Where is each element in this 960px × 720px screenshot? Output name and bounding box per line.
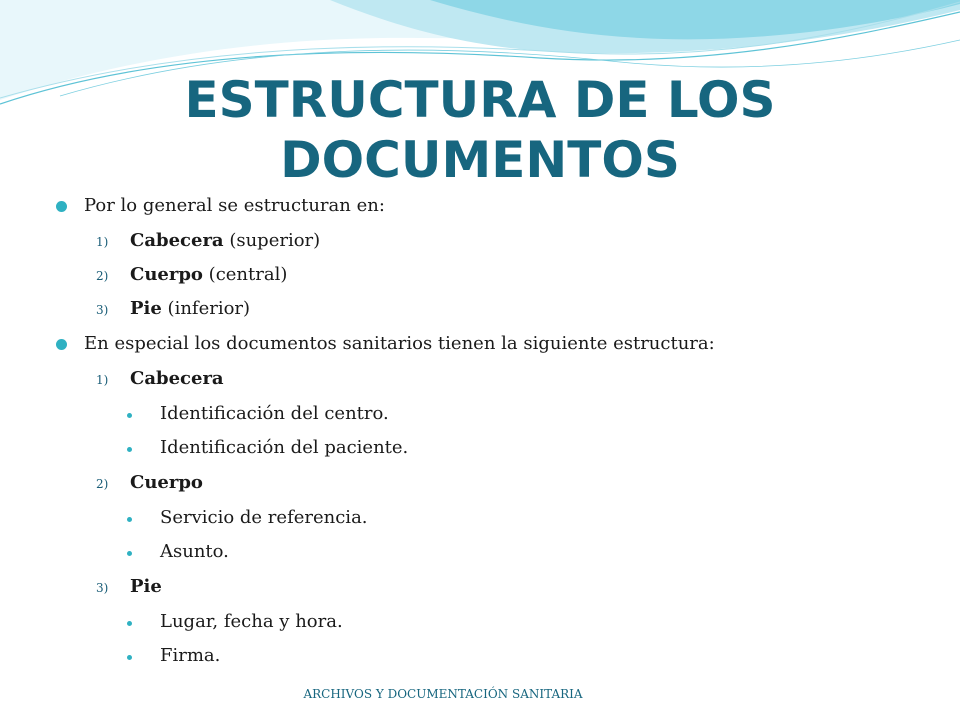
general-part-item: [130, 298, 250, 319]
section-item: Firma.: [160, 645, 221, 666]
list-number: 1): [96, 235, 109, 249]
general-part-name: Cabecera: [130, 230, 224, 251]
list-number: 2): [96, 477, 109, 491]
section-title: [130, 576, 162, 597]
slide-title-line-2: DOCUMENTOS: [280, 131, 680, 189]
list-number: 2): [96, 269, 109, 283]
sub-bullet-dot: [127, 413, 132, 418]
general-part-item: [130, 230, 320, 251]
special-intro-text: En especial los documentos sanitarios tienen la siguiente estructura:: [84, 333, 715, 354]
section-item: Asunto.: [160, 541, 229, 562]
section-title-text: Cuerpo: [130, 472, 203, 493]
slide-title-line-1: ESTRUCTURA DE LOS: [184, 71, 776, 129]
section-item: Identificación del centro.: [160, 403, 389, 424]
list-number: 1): [96, 373, 109, 387]
section-title: [130, 472, 203, 493]
sub-bullet-dot: [127, 447, 132, 452]
sub-bullet-dot: [127, 621, 132, 626]
intro-text: Por lo general se estructuran en:: [84, 195, 385, 216]
list-number: 3): [96, 581, 109, 595]
bullet-dot: [56, 339, 67, 350]
section-title: [130, 368, 224, 389]
slide-footer: ARCHIVOS Y DOCUMENTACIÓN SANITARIA: [303, 687, 583, 701]
sub-bullet-dot: [127, 517, 132, 522]
slide-title: [0, 70, 960, 190]
section-item: Lugar, fecha y hora.: [160, 611, 343, 632]
general-part-note: (inferior): [161, 298, 251, 319]
general-part-note: (central): [202, 264, 288, 285]
section-title-text: Cabecera: [130, 368, 224, 389]
general-part-name: Pie: [130, 298, 162, 319]
bullet-dot: [56, 201, 67, 212]
general-part-item: [130, 264, 287, 285]
sub-bullet-dot: [127, 551, 132, 556]
general-part-note: (superior): [223, 230, 321, 251]
sub-bullet-dot: [127, 655, 132, 660]
section-item: Identificación del paciente.: [160, 437, 409, 458]
section-item: Servicio de referencia.: [160, 507, 368, 528]
list-number: 3): [96, 303, 109, 317]
section-title-text: Pie: [130, 576, 162, 597]
general-part-name: Cuerpo: [130, 264, 203, 285]
